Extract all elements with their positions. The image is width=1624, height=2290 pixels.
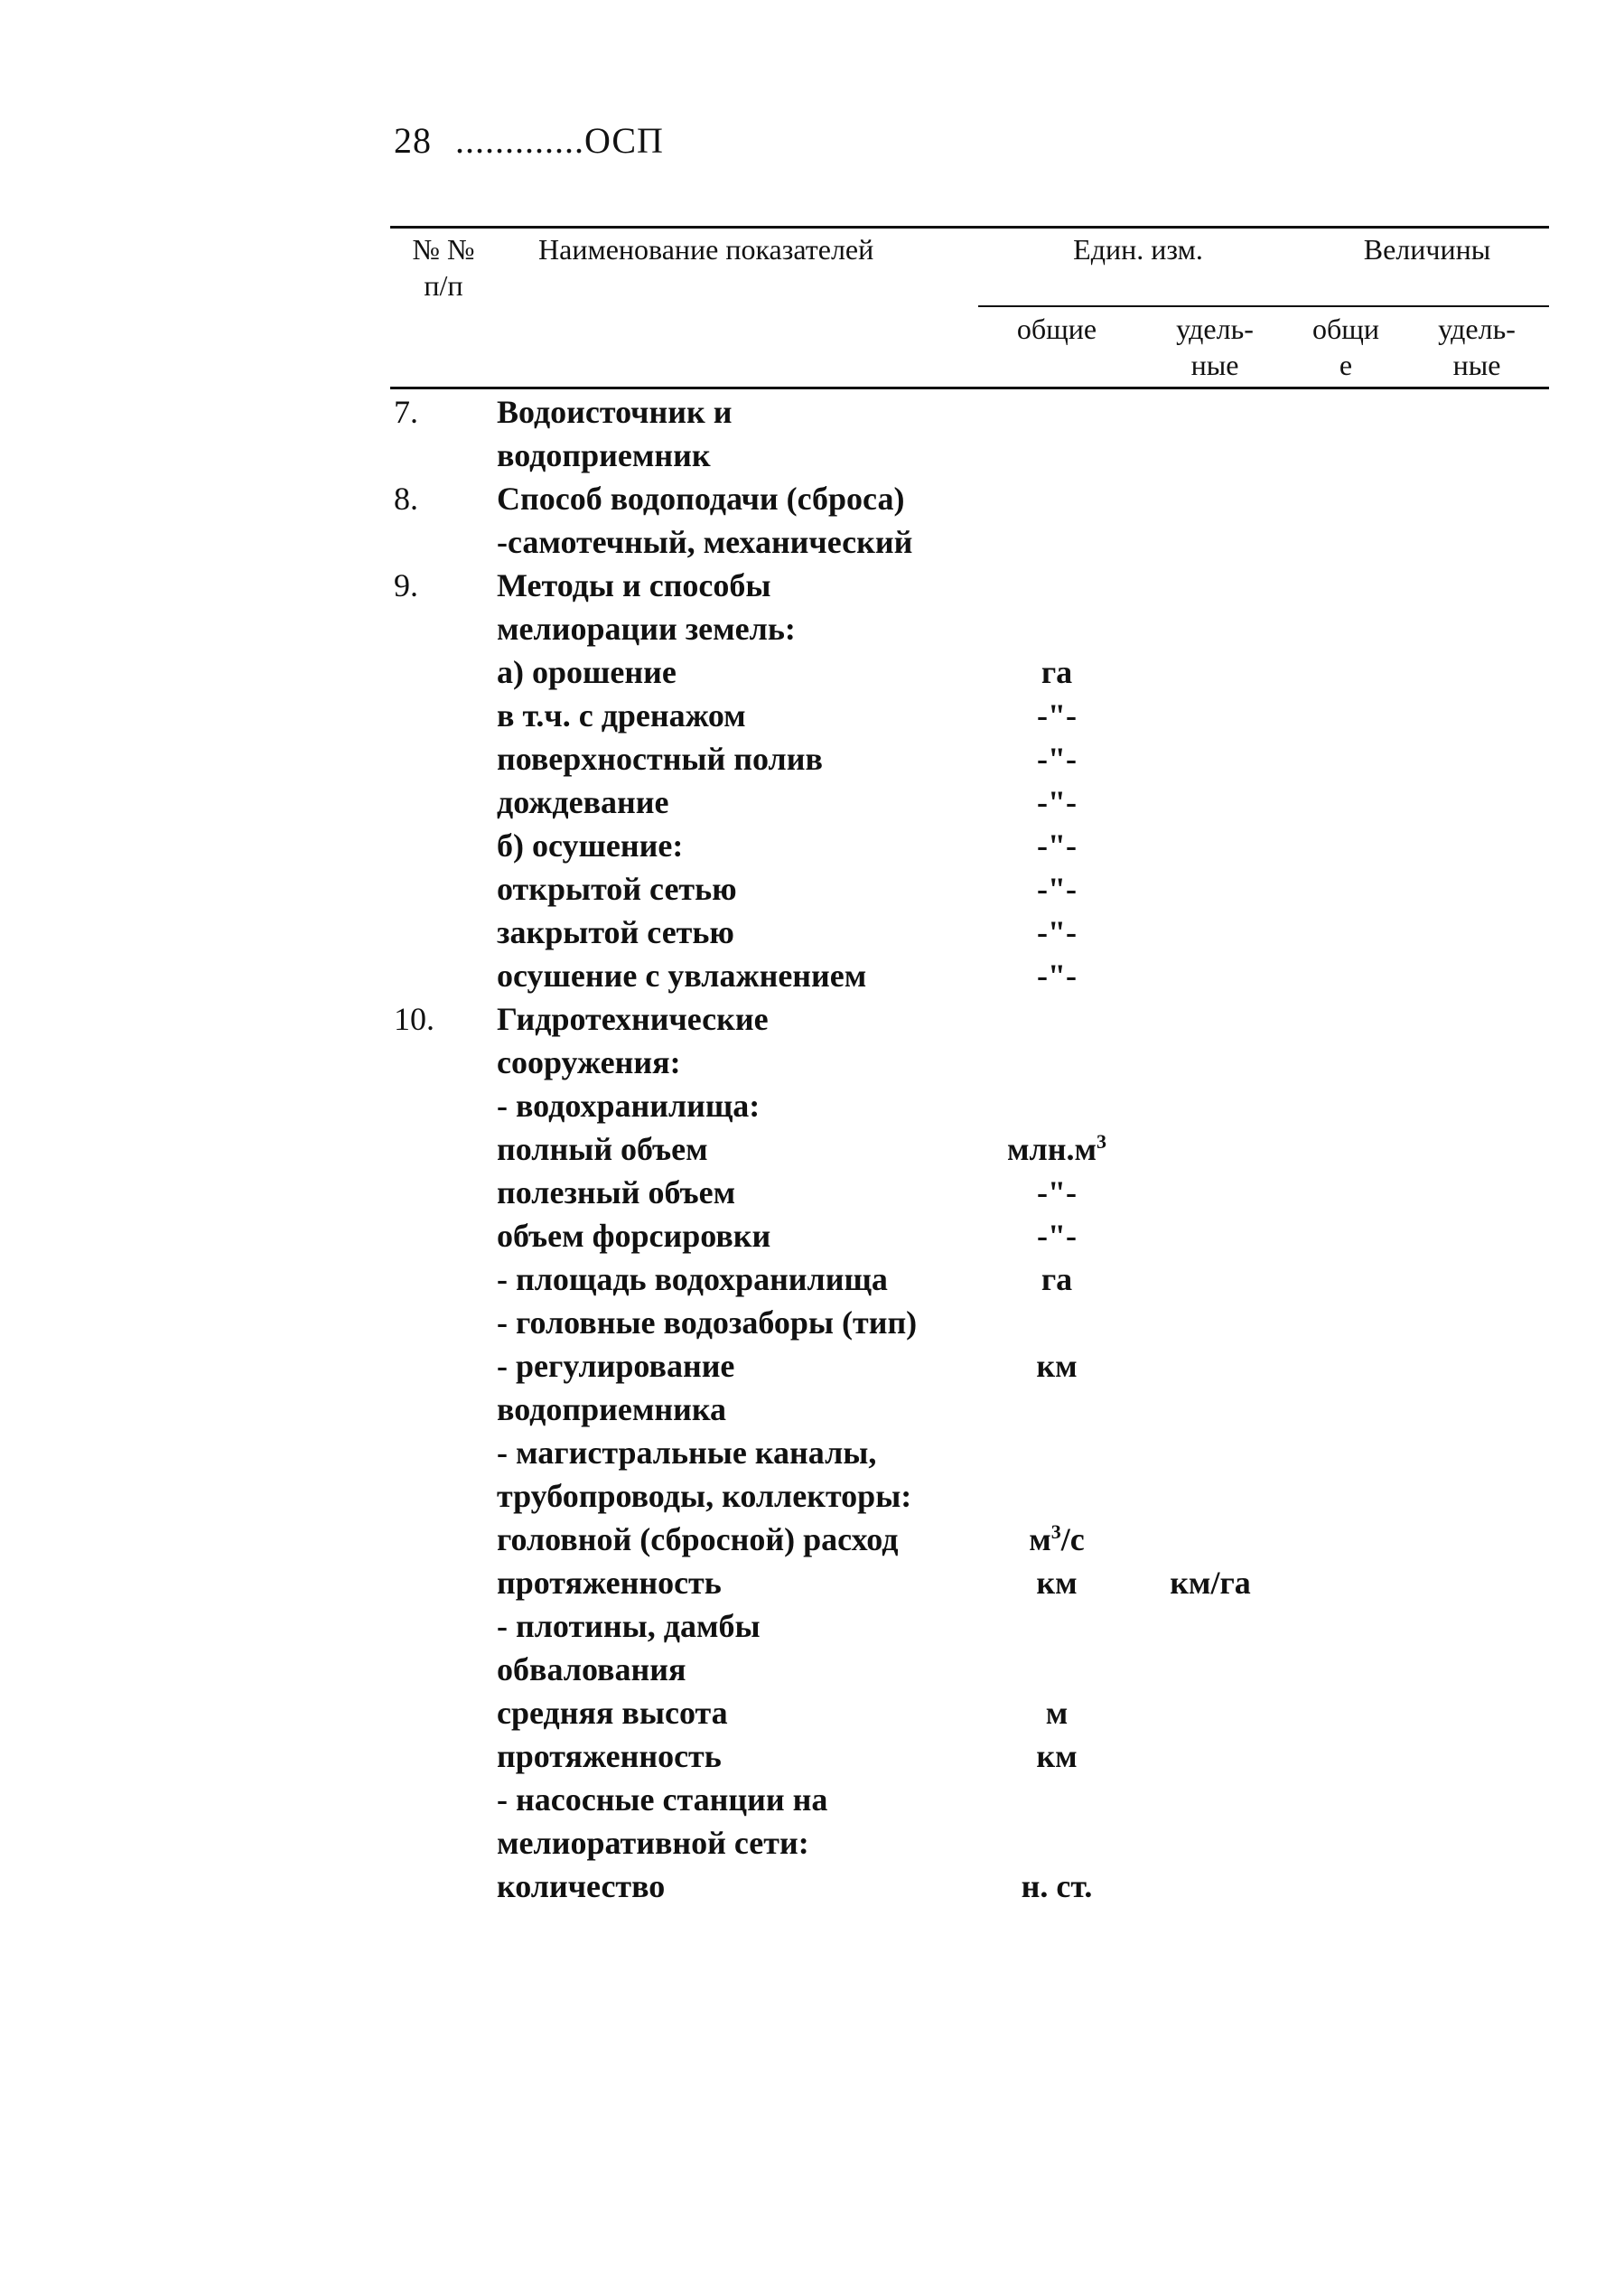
table-row [0,1257,1624,1301]
row-unit-general: н. ст. [1021,1868,1093,1904]
row-indicator-name: протяженность [497,1738,722,1774]
page-number: 28 [394,120,432,161]
row-indicator-name: - регулирование [497,1348,735,1384]
table-row [0,1604,1624,1648]
row-unit-general: м [1045,1695,1069,1731]
table-row [0,1214,1624,1257]
table-row [0,1778,1624,1821]
table-row [0,694,1624,737]
table-row [0,1648,1624,1691]
row-number: 7. [394,394,418,430]
row-indicator-name: сооружения: [497,1044,681,1080]
row-indicator-name: в т.ч. с дренажом [497,697,746,734]
row-unit-general: -"- [1037,784,1077,820]
row-indicator-name: - плотины, дамбы [497,1608,761,1644]
col-header-value-group: Величины [1363,233,1491,266]
col-header-unit-group: Един. изм. [1073,233,1203,266]
row-indicator-name: Способ водоподачи (сброса) [497,481,905,517]
row-indicator-name: дождевание [497,784,669,820]
table-row [0,1084,1624,1127]
row-unit-general: -"- [1037,958,1077,994]
col-header-num: № № п/п [412,233,475,302]
row-unit-general: -"- [1037,697,1077,734]
row-unit-specific: км/га [1170,1565,1251,1601]
col-header-name: Наименование показателей [538,233,874,266]
table-row [0,1561,1624,1604]
table-row [0,607,1624,650]
row-indicator-name: трубопроводы, коллекторы: [497,1478,912,1514]
table-top-rule [390,226,1549,229]
table-body [0,390,1624,1908]
row-indicator-name: объем форсировки [497,1218,771,1254]
row-unit-general: га [1041,1261,1073,1297]
table-row [0,1171,1624,1214]
row-indicator-name: обвалования [497,1651,686,1687]
row-unit-general: км [1036,1738,1078,1774]
row-indicator-name: количество [497,1868,666,1904]
row-indicator-name: мелиоративной сети: [497,1825,809,1861]
row-unit-general: $млн.м^3$ [1007,1130,1106,1167]
row-indicator-name: - площадь водохранилища [497,1261,888,1297]
row-unit-general: $м^3/с$ [1029,1520,1085,1557]
row-indicator-name: протяженность [497,1565,722,1601]
row-indicator-name: мелиорации земель: [497,611,796,647]
table-row [0,1431,1624,1474]
row-indicator-name: осушение с увлажнением [497,958,867,994]
table-subheader-rule [978,305,1549,307]
row-indicator-name: - головные водозаборы (тип) [497,1304,918,1341]
row-unit-general: -"- [1037,914,1077,950]
row-unit-general: -"- [1037,1218,1077,1254]
table-row [0,650,1624,694]
row-unit-general: га [1041,654,1073,690]
row-indicator-name: головной (сбросной) расход [497,1521,899,1557]
row-unit-general: -"- [1037,827,1077,864]
row-indicator-name: средняя высота [497,1695,728,1731]
col-header-unit-specific: удель- ные [1176,313,1254,381]
col-header-value-specific: удель- ные [1438,313,1516,381]
table-row [0,997,1624,1041]
col-header-unit-general: общие [1016,313,1097,345]
row-number: 9. [394,567,418,603]
row-indicator-name: поверхностный полив [497,741,823,777]
table-row [0,434,1624,477]
row-indicator-name: - насосные станции на [497,1781,828,1818]
row-indicator-name: открытой сетью [497,871,737,907]
row-unit-general: -"- [1037,741,1077,777]
table-row [0,1388,1624,1431]
table-row [0,1344,1624,1388]
table-row [0,390,1624,434]
row-unit-general: -"- [1037,1174,1077,1210]
row-indicator-name: полезный объем [497,1174,736,1210]
table-row [0,564,1624,607]
table-row [0,1821,1624,1865]
row-unit-general: км [1036,1565,1078,1601]
running-title: .............ОСП [455,120,664,161]
table-row [0,867,1624,911]
table-row [0,780,1624,824]
row-indicator-name: закрытой сетью [497,914,734,950]
row-indicator-name: а) орошение [497,654,677,690]
row-indicator-name: Водоисточник и [497,394,733,430]
table-header-bottom-rule [390,387,1549,389]
table-row [0,824,1624,867]
row-unit-general: -"- [1037,871,1077,907]
table-row [0,1865,1624,1908]
table-row [0,1474,1624,1518]
table-row [0,1041,1624,1084]
row-indicator-name: Методы и способы [497,567,771,603]
row-indicator-name: б) осушение: [497,827,684,864]
table-row [0,911,1624,954]
table-row [0,520,1624,564]
row-indicator-name: - магистральные каналы, [497,1435,877,1471]
row-number: 8. [394,481,418,517]
table-row [0,1301,1624,1344]
row-indicator-name: Гидротехнические [497,1001,769,1037]
table-row [0,1518,1624,1561]
row-unit-general: км [1036,1348,1078,1384]
table-row [0,737,1624,780]
table-row [0,954,1624,997]
row-indicator-name: -самотечный, механический [497,524,913,560]
row-indicator-name: водоприемника [497,1391,727,1427]
row-number: 10. [394,1001,434,1037]
col-header-value-general: общи е [1311,313,1380,381]
table-row [0,477,1624,520]
table-row [0,1127,1624,1171]
table-row [0,1691,1624,1734]
row-indicator-name: - водохранилища: [497,1088,761,1124]
table-row [0,1734,1624,1778]
row-indicator-name: полный объем [497,1131,708,1167]
row-indicator-name: водоприемник [497,437,711,473]
page-header [394,119,664,162]
